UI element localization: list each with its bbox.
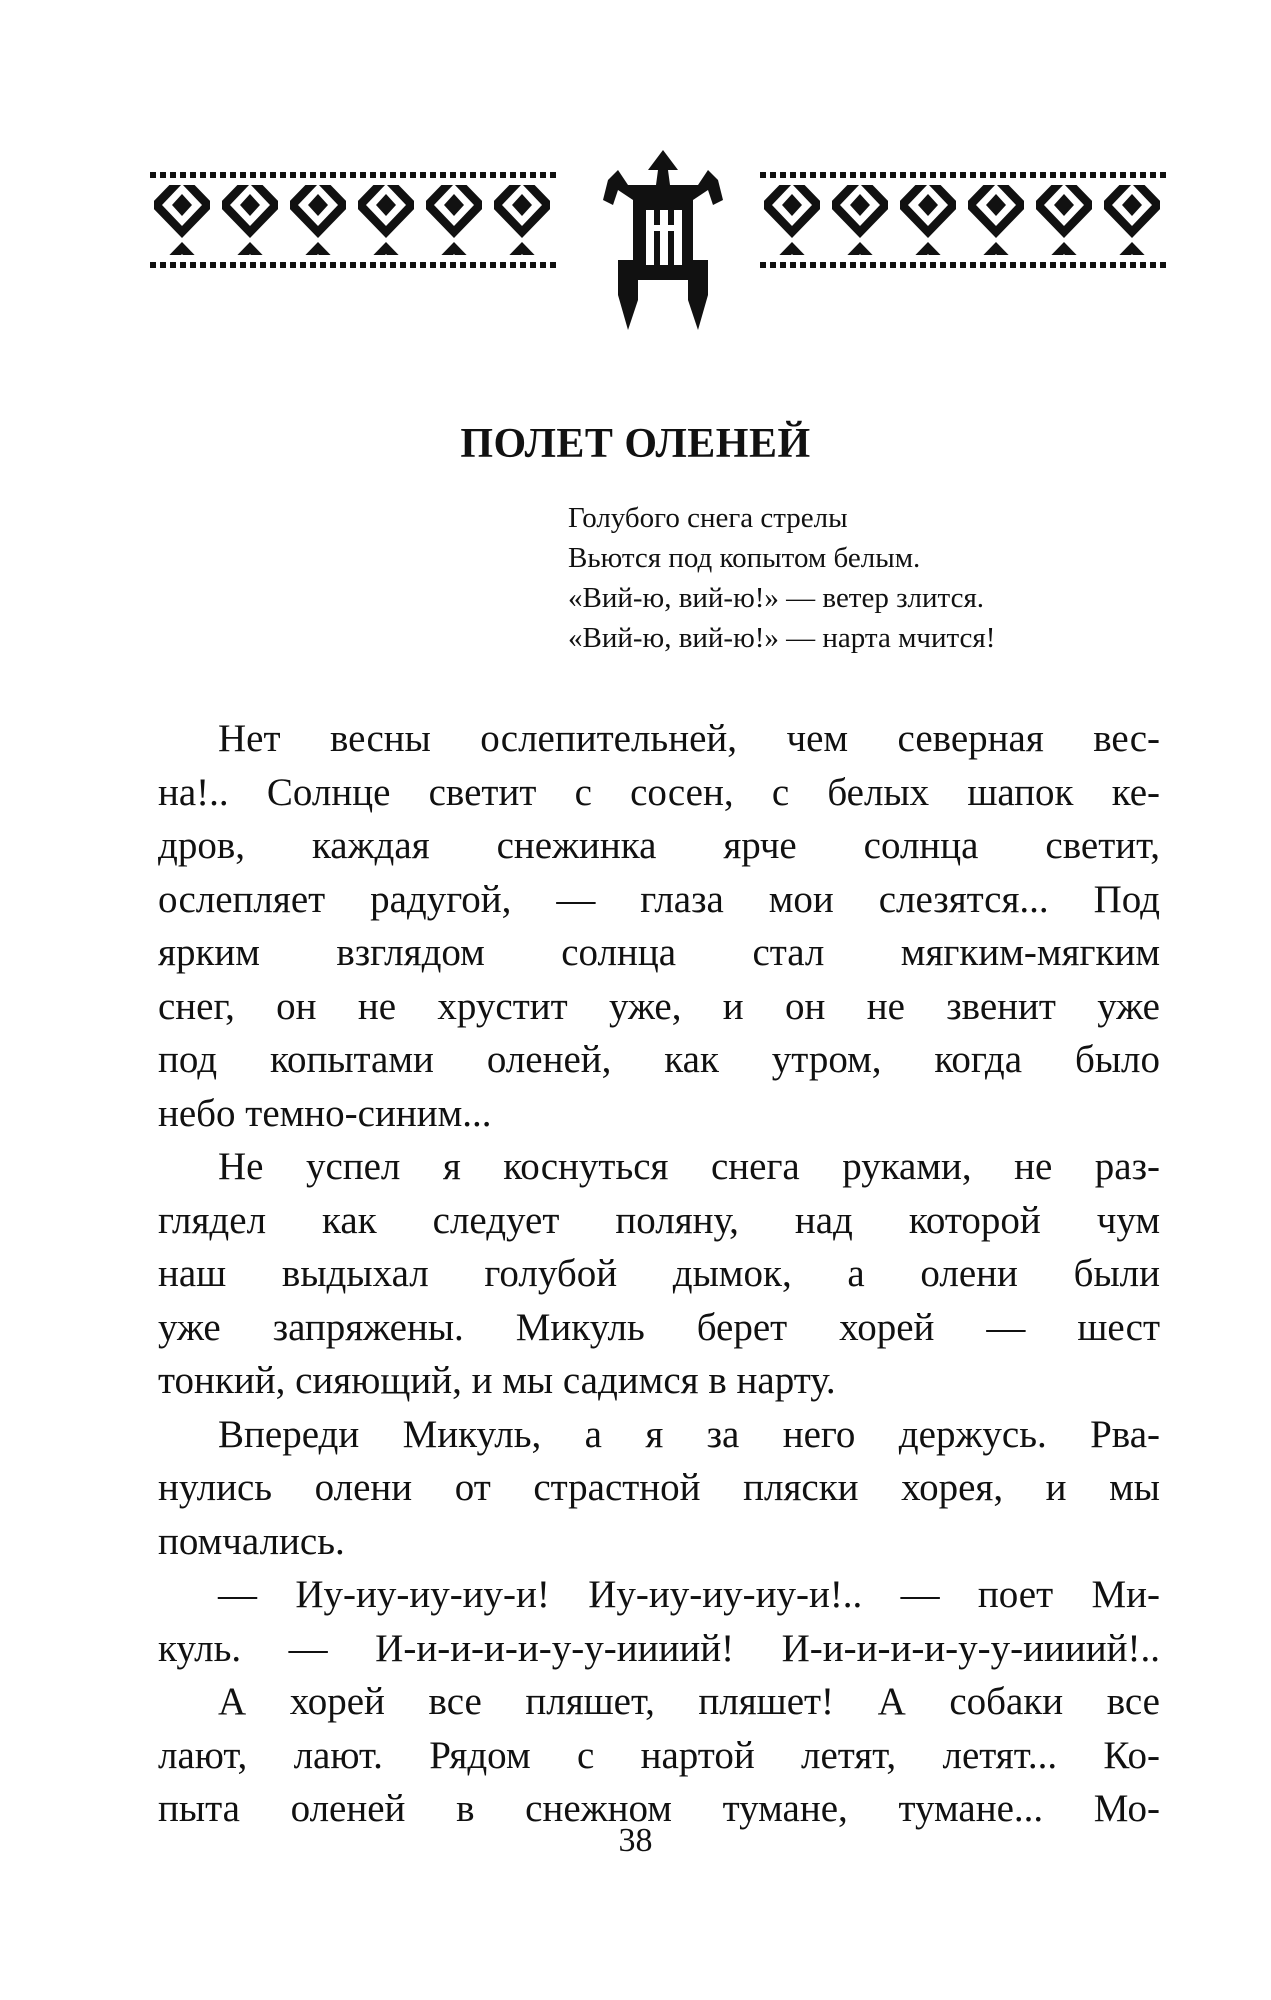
epigraph-line: Голубого снега стрелы bbox=[568, 502, 848, 534]
text-line: наш выдыхал голубой дымок, а олени были bbox=[158, 1252, 1160, 1295]
page-number: 38 bbox=[618, 1822, 653, 1859]
text-line: Нет весны ослепительней, чем северная вес- bbox=[218, 717, 1160, 760]
epigraph-line: «Вий-ю, вий-ю!» — нарта мчится! bbox=[568, 622, 996, 654]
text-line: тонкий, сияющий, и мы садимся в нарту. bbox=[158, 1359, 836, 1402]
epigraph-line: Вьются под копытом белым. bbox=[568, 542, 921, 574]
text-line: — Иу-иу-иу-иу-и! Иу-иу-иу-иу-и!.. — поет Ми- bbox=[218, 1573, 1160, 1616]
chapter-title: ПОЛЕТ ОЛЕНЕЙ bbox=[460, 421, 811, 467]
text-line: уже запряжены. Микуль берет хорей — шест bbox=[158, 1305, 1160, 1349]
paragraph bbox=[158, 1568, 1160, 1675]
ornament-band-right-icon bbox=[758, 170, 1168, 270]
paragraph bbox=[158, 1408, 1160, 1569]
text-line: помчались. bbox=[158, 1519, 345, 1563]
text-line: дров, каждая снежинка ярче солнца светит, bbox=[158, 824, 1160, 867]
text-line: куль. — И-и-и-и-и-у-у-иииий! И-и-и-и-и-у-у-иииий!.. bbox=[158, 1626, 1160, 1670]
text-line: лают, лают. Рядом с нартой летят, летят... Ко- bbox=[158, 1733, 1160, 1777]
header-ornament bbox=[148, 140, 1168, 340]
ornament-band-left-icon bbox=[148, 170, 558, 270]
text-line: пыта оленей в снежном тумане, тумане... Мо- bbox=[158, 1787, 1160, 1830]
ornament-center-icon bbox=[588, 140, 738, 340]
text-line: небо темно-синим... bbox=[158, 1091, 492, 1135]
text-line: нулись олени от страстной пляски хорея, и мы bbox=[158, 1466, 1160, 1509]
text-line: ярким взглядом солнца стал мягким-мягким bbox=[158, 931, 1160, 974]
text-line: Не успел я коснуться снега руками, не раз- bbox=[218, 1145, 1160, 1188]
paragraph bbox=[158, 1675, 1160, 1836]
epigraph bbox=[568, 498, 995, 658]
text-line: Впереди Микуль, а я за него держусь. Рва- bbox=[218, 1412, 1160, 1456]
text-line: А хорей все пляшет, пляшет! А собаки все bbox=[218, 1680, 1160, 1723]
body-text bbox=[158, 712, 1160, 1836]
text-line: снег, он не хрустит уже, и он не звенит уже bbox=[158, 984, 1160, 1028]
text-line: глядел как следует поляну, над которой чум bbox=[158, 1198, 1160, 1242]
epigraph-line: «Вий-ю, вий-ю!» — ветер злится. bbox=[568, 582, 985, 614]
text-line: на!.. Солнце светит с сосен, с белых шапок ке- bbox=[158, 770, 1160, 814]
paragraph bbox=[158, 1140, 1160, 1408]
text-line: под копытами оленей, как утром, когда было bbox=[158, 1038, 1160, 1081]
text-line: ослепляет радугой, — глаза мои слезятся... Под bbox=[158, 877, 1160, 921]
paragraph bbox=[158, 712, 1160, 1140]
